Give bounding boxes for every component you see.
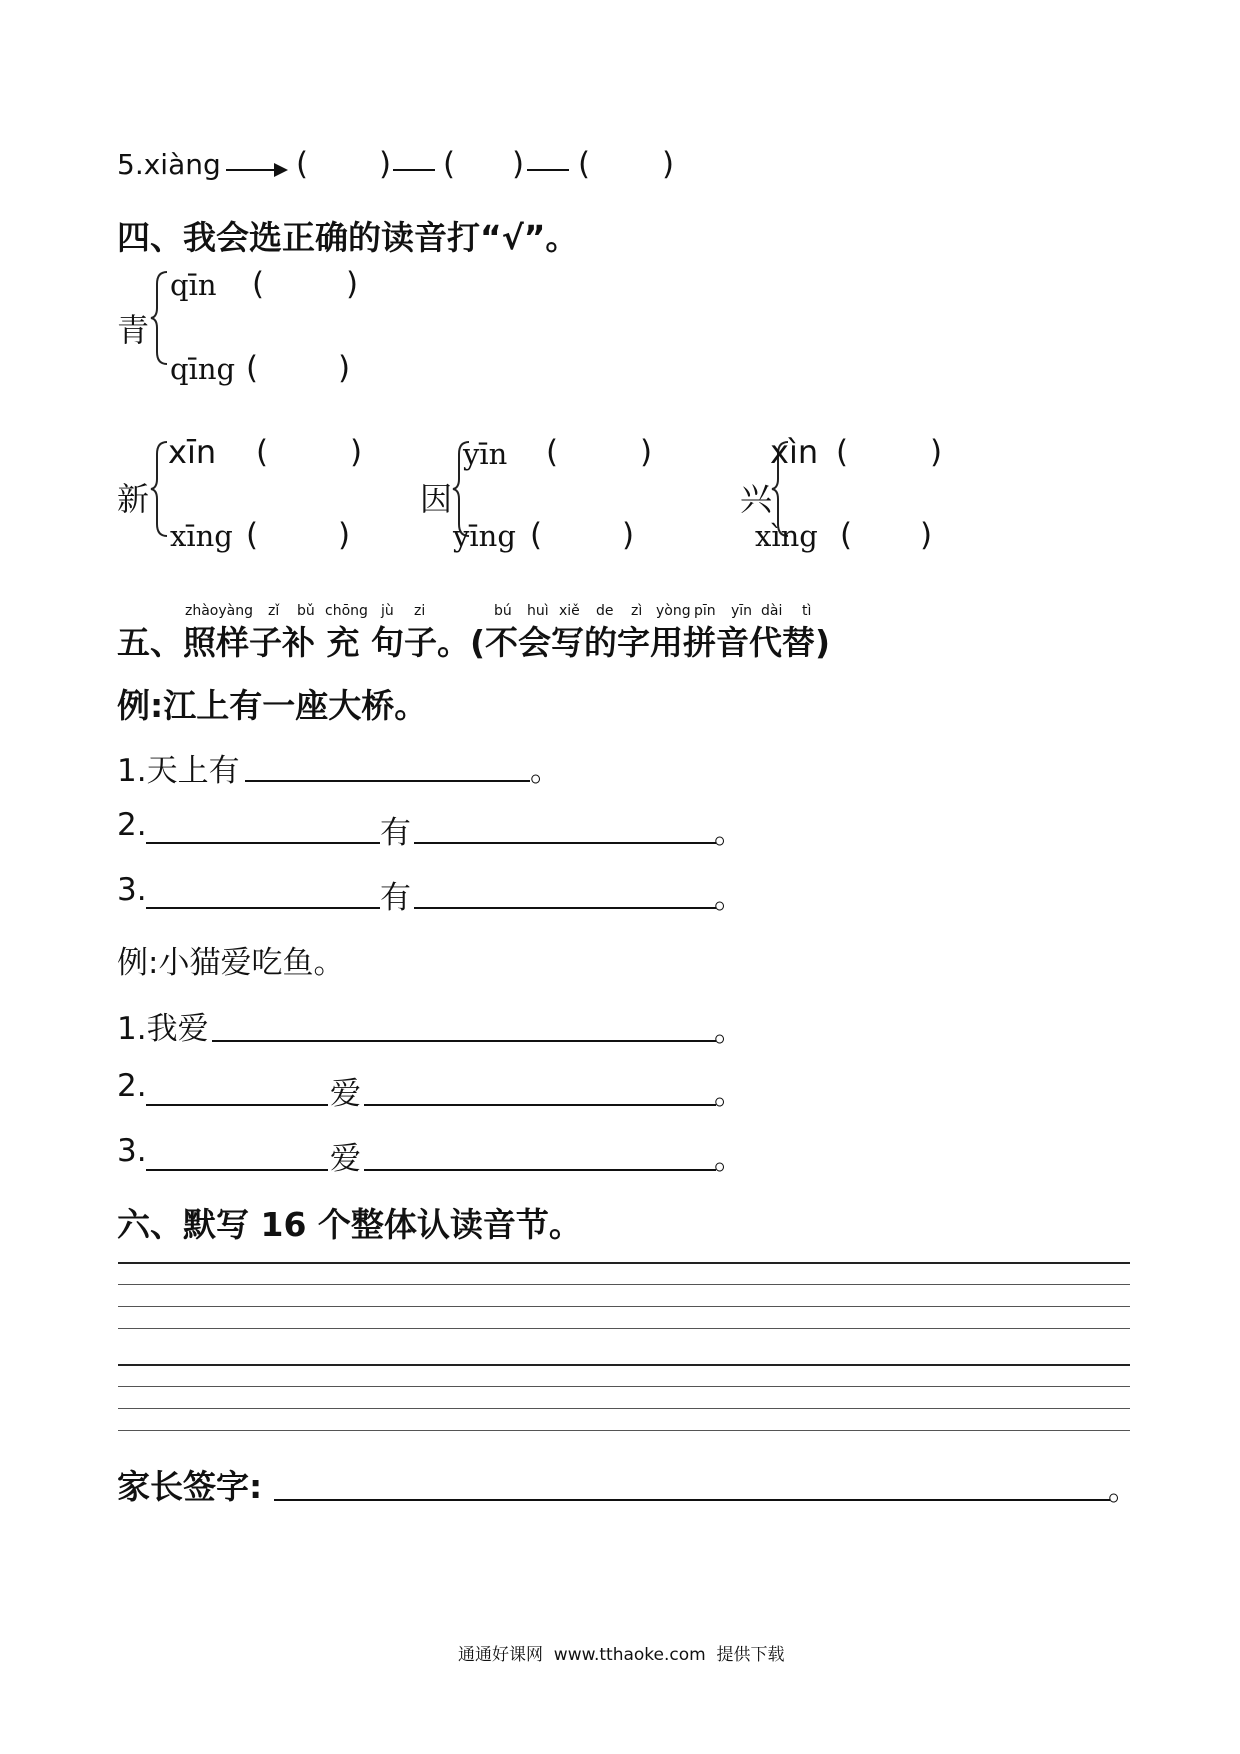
signature-blank[interactable] [274,1499,1110,1501]
ex2-item1-prefix: 1.我爱 [117,1011,209,1047]
period: 。 [714,1013,745,1049]
answer-blank[interactable] [364,1169,716,1171]
option-qing: qīng [170,352,236,386]
pinyin-yong: yòng [656,603,691,619]
answer-blank[interactable] [364,1104,716,1106]
pinyin-dai: dài [761,603,783,619]
paren-close-3: ) [662,146,675,182]
paren-open: ( [840,517,853,553]
paren-open: ( [256,434,269,470]
answer-blank[interactable] [146,907,380,909]
left-brace [149,270,171,366]
paren-close: ) [338,517,351,553]
char-qing: 青 [117,311,150,349]
answer-blank[interactable] [414,842,716,844]
paren-open: ( [836,434,849,470]
paren-close-2: ) [512,146,525,182]
pinyin-hui: huì [527,603,549,619]
pinyin-bu2: bú [494,603,512,619]
char-xin: 新 [117,480,150,518]
writing-line [118,1262,1130,1264]
pinyin-xie: xiě [559,603,580,619]
pinyin-de: de [596,603,614,619]
paren-open: ( [246,350,259,386]
writing-line [118,1430,1130,1431]
writing-line [118,1306,1130,1307]
paren-open: ( [546,434,559,470]
paren-close: ) [930,434,943,470]
paren-close: ) [346,266,359,302]
ex2-item2-num: 2. [117,1068,147,1104]
ex1-item1-prefix: 1.天上有 [117,753,240,789]
writing-line [118,1408,1130,1409]
paren-open: ( [530,517,543,553]
paren-open: ( [252,266,265,302]
dash-2 [527,169,569,171]
period: 。 [1108,1472,1139,1508]
paren-open-1: ( [296,146,309,182]
paren-close: ) [622,517,635,553]
pinyin-zi3: zì [631,603,643,619]
answer-blank[interactable] [146,1169,328,1171]
example-2: 例:小猫爱吃鱼。 [117,945,345,981]
writing-line [118,1284,1130,1285]
pinyin-yin: yīn [731,603,753,619]
paren-open-3: ( [578,146,591,182]
char-you: 有 [380,815,411,851]
arrow-right-icon [274,163,288,177]
option-xin-4: xìn [770,433,819,471]
paren-close: ) [338,350,351,386]
period: 。 [714,1141,745,1177]
ex1-item2-num: 2. [117,807,147,843]
example-1: 例:江上有一座大桥。 [117,686,428,725]
paren-open-2: ( [443,146,456,182]
q5-label: 5.xiàng [117,148,221,181]
pinyin-pin: pīn [694,603,716,619]
period: 。 [530,753,561,789]
period: 。 [714,815,745,851]
period: 。 [714,1076,745,1112]
paren-close: ) [920,517,933,553]
paren-close-1: ) [379,146,392,182]
option-xin: xīn [168,433,217,471]
answer-blank[interactable] [212,1040,716,1042]
ex2-item3-num: 3. [117,1133,147,1169]
dash-1 [393,169,435,171]
writing-line [118,1364,1130,1366]
answer-blank[interactable] [414,907,716,909]
option-xing: xīng [170,519,233,553]
footer-text: 通通好课网 www.tthaoke.com 提供下载 [458,1645,785,1665]
char-ai: 爱 [330,1076,361,1112]
writing-line [118,1386,1130,1387]
pinyin-zi2: zi [414,603,426,619]
signature-label: 家长签字: [117,1467,263,1506]
writing-line [118,1328,1130,1329]
section6-heading: 六、默写 16 个整体认读音节。 [117,1205,582,1244]
answer-blank[interactable] [146,1104,328,1106]
char-you: 有 [380,880,411,916]
char-ai: 爱 [330,1141,361,1177]
paren-close: ) [640,434,653,470]
period: 。 [714,880,745,916]
pinyin-zi: zǐ [268,603,280,619]
option-xing-4: xìng [755,519,818,553]
option-yin: yīn [463,437,508,471]
option-qin: qīn [170,268,217,302]
pinyin-zhaoyang: zhàoyàng [185,603,253,619]
pinyin-ju: jù [381,603,394,619]
answer-blank[interactable] [245,780,530,782]
paren-open: ( [246,517,259,553]
section4-heading: 四、我会选正确的读音打“√”。 [117,218,579,257]
paren-close: ) [350,434,363,470]
option-ying: yīng [453,519,516,553]
pinyin-ti: tì [802,603,812,619]
char-xing: 兴 [740,480,773,518]
ex1-item3-num: 3. [117,872,147,908]
pinyin-chong: chōng [325,603,368,619]
arrow-line [226,169,278,171]
answer-blank[interactable] [146,842,380,844]
section5-heading: 五、照样子补 充 句子。(不会写的字用拼音代替) [117,623,831,662]
char-yin: 因 [420,480,453,518]
pinyin-bu: bǔ [297,603,315,619]
